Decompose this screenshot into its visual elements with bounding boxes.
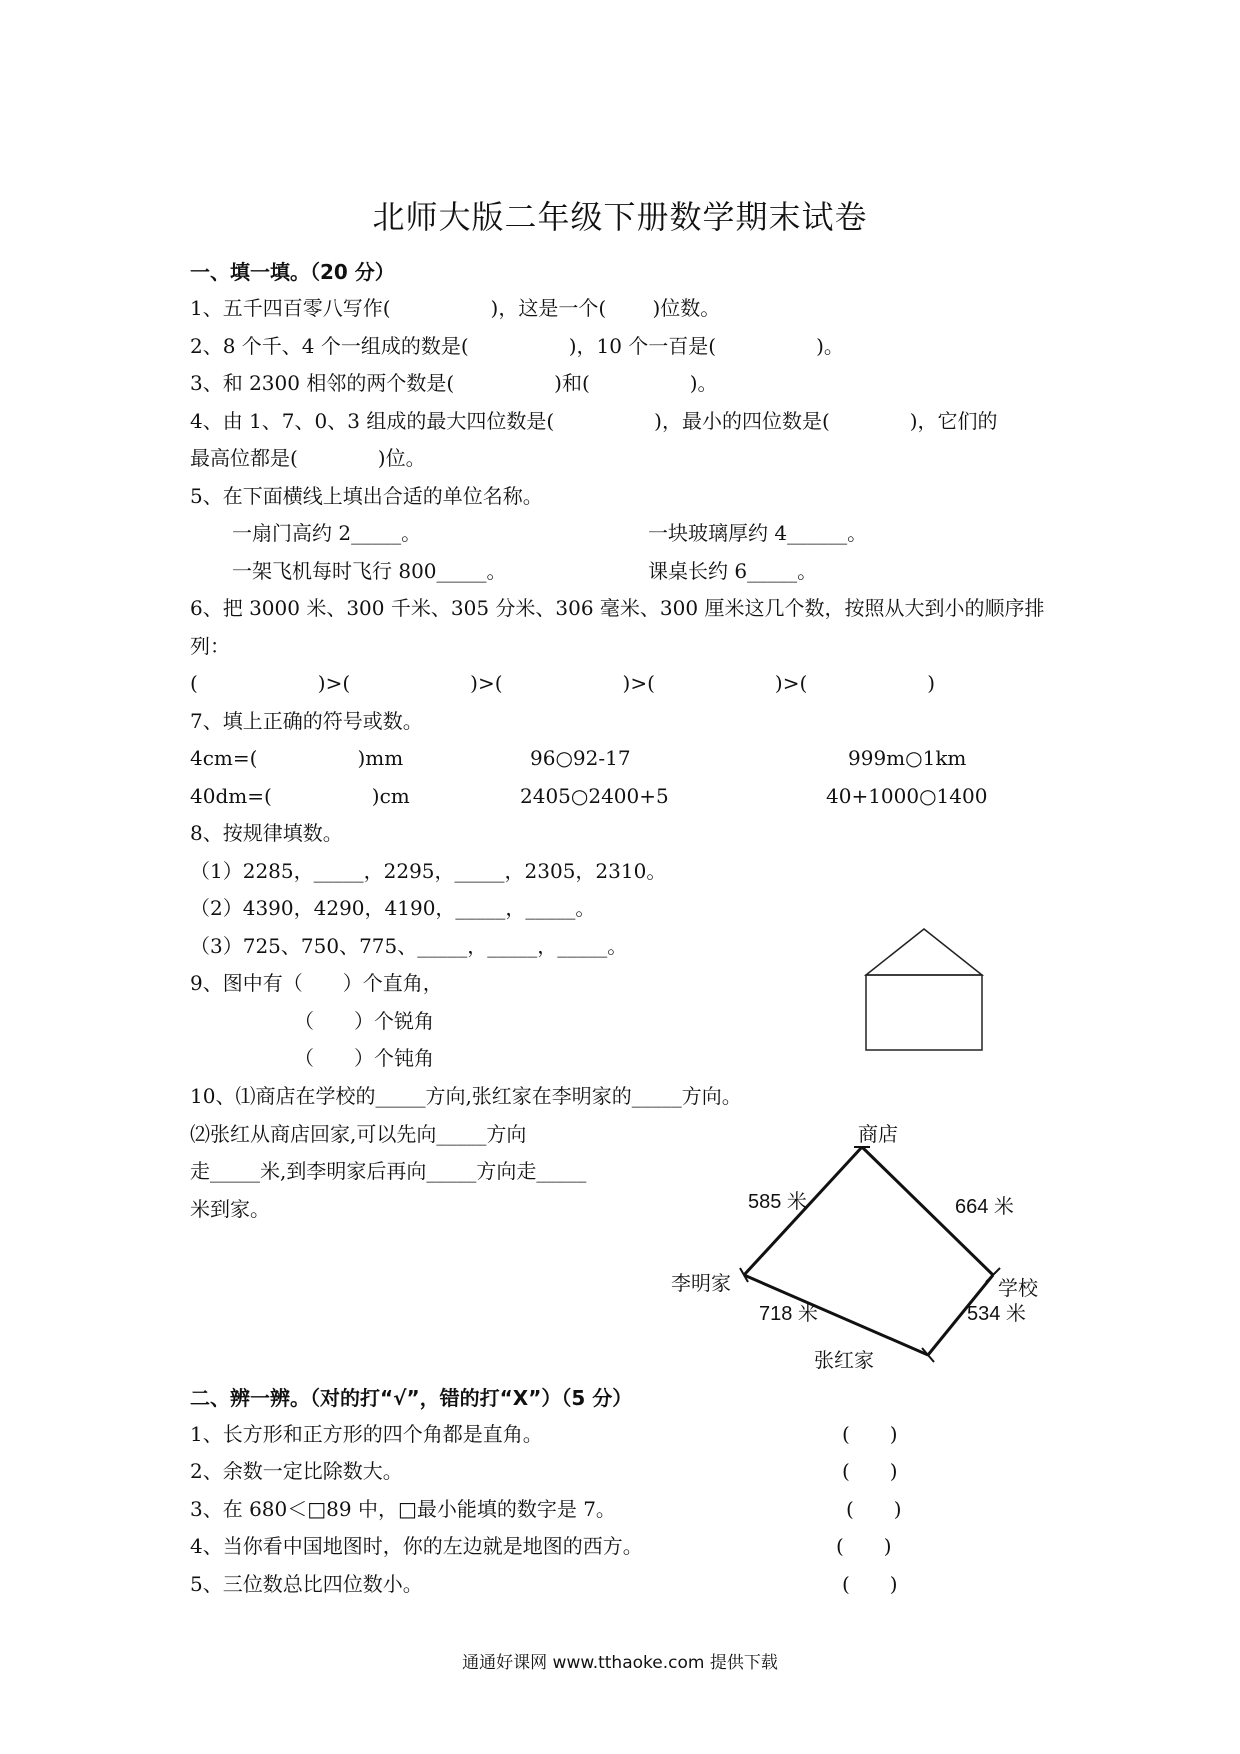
question-5: 5、在下面横线上填出合适的单位名称。 (190, 484, 543, 508)
question-10-line1: 10、⑴商店在学校的_____方向,张红家在李明家的_____方向。 (190, 1084, 742, 1108)
question-4-line2: 最高位都是( )位。 (190, 446, 426, 470)
judge-answer-5: ( ) (842, 1572, 898, 1596)
question-5-c: 一架飞机每时飞行 800_____。 (232, 559, 507, 583)
map-distance-liming-zhanghong: 718 米 (759, 1303, 818, 1325)
map-label-shop: 商店 (858, 1124, 898, 1146)
question-9-line3: （ ）个钝角 (294, 1046, 434, 1070)
question-7-d: 40dm=( )cm (190, 784, 410, 808)
judge-answer-4: ( ) (836, 1534, 892, 1558)
question-7-a: 4cm=( )mm (190, 746, 404, 770)
question-7-b: 96○92-17 (530, 746, 631, 770)
question-8-2: （2）4390，4290，4190，_____，_____。 (190, 896, 596, 920)
judge-item-1: 1、长方形和正方形的四个角都是直角。 (190, 1422, 543, 1446)
footer: 通通好课网 www.tthaoke.com 提供下载 (462, 1653, 778, 1673)
question-7-c: 999m○1km (848, 746, 967, 770)
map-label-zhanghong: 张红家 (814, 1350, 874, 1372)
question-6-line1: 6、把 3000 米、300 千米、305 分米、306 毫米、300 厘米这几个数，按照从大到小的顺序排 (190, 596, 1045, 620)
map-distance-school-zhanghong: 534 米 (967, 1303, 1026, 1325)
question-10-line2: ⑵张红从商店回家,可以先向_____方向 (190, 1122, 527, 1146)
question-8-3: （3）725、750、775、_____，_____，_____。 (190, 934, 628, 958)
judge-answer-3: ( ) (846, 1497, 902, 1521)
question-9-line1: 9、图中有（ ）个直角， (190, 971, 443, 995)
question-10-line3: 走_____米,到李明家后再向_____方向走_____ (190, 1159, 587, 1183)
question-3: 3、和 2300 相邻的两个数是( )和( )。 (190, 371, 718, 395)
question-10-line4: 米到家。 (190, 1197, 270, 1221)
judge-item-5: 5、三位数总比四位数小。 (190, 1572, 423, 1596)
question-6-line2: 列： (190, 634, 230, 658)
question-4-line1: 4、由 1、7、0、3 组成的最大四位数是( )，最小的四位数是( )，它们的 (190, 409, 998, 433)
section2-heading: 二、辨一辨。（对的打“√”，错的打“X”）（5 分） (190, 1386, 633, 1410)
question-8: 8、按规律填数。 (190, 821, 343, 845)
question-1: 1、五千四百零八写作( )，这是一个( )位数。 (190, 296, 721, 320)
judge-item-3: 3、在 680＜□89 中，□最小能填的数字是 7。 (190, 1497, 616, 1521)
map-label-school: 学校 (998, 1278, 1038, 1300)
question-7: 7、填上正确的符号或数。 (190, 709, 423, 733)
judge-item-2: 2、余数一定比除数大。 (190, 1459, 403, 1483)
question-5-b: 一块玻璃厚约 4______。 (648, 521, 868, 545)
judge-item-4: 4、当你看中国地图时，你的左边就是地图的西方。 (190, 1534, 643, 1558)
question-8-1: （1）2285，_____，2295，_____，2305，2310。 (190, 859, 667, 883)
map-distance-shop-school: 664 米 (955, 1196, 1014, 1218)
question-6-line3: ( )>( )>( )>( )>( ) (190, 671, 936, 695)
question-7-e: 2405○2400+5 (520, 784, 669, 808)
question-5-a: 一扇门高约 2_____。 (232, 521, 422, 545)
judge-answer-1: ( ) (842, 1422, 898, 1446)
map-label-liming: 李明家 (671, 1273, 731, 1295)
section1-heading: 一、填一填。（20 分） (190, 260, 395, 284)
question-9-line2: （ ）个锐角 (294, 1009, 434, 1033)
map-distance-shop-liming: 585 米 (748, 1191, 807, 1213)
question-2: 2、8 个千、4 个一组成的数是( )，10 个一百是( )。 (190, 334, 844, 358)
question-5-d: 课桌长约 6_____。 (648, 559, 818, 583)
page-title: 北师大版二年级下册数学期末试卷 (372, 198, 868, 236)
question-7-f: 40+1000○1400 (826, 784, 988, 808)
judge-answer-2: ( ) (842, 1459, 898, 1483)
